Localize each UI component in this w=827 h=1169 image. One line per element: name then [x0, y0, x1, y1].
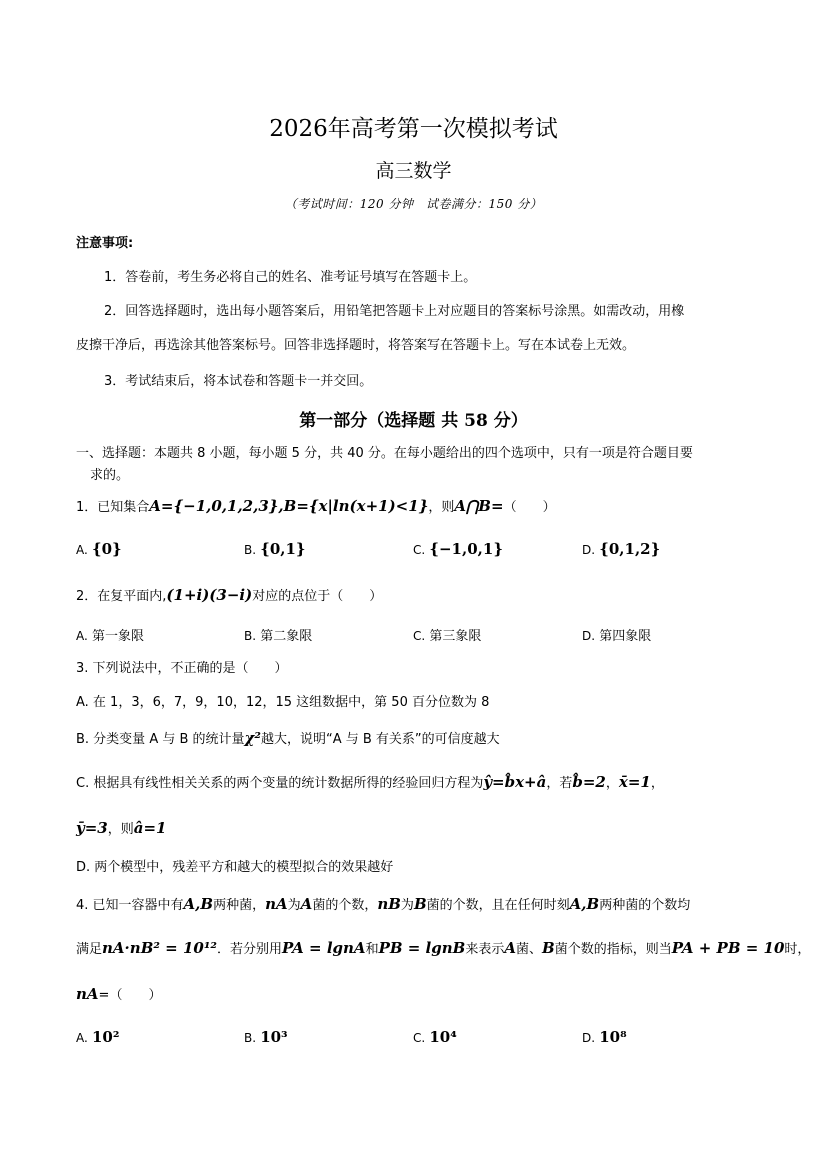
- q4-option-c[interactable]: C. 10⁴: [413, 1028, 457, 1046]
- q2-option-c[interactable]: C. 第三象限: [413, 629, 482, 644]
- q3-option-a[interactable]: A. 在 1，3，6，7，9，10，12，15 这组数据中，第 50 百分位数为 8: [76, 695, 490, 710]
- question-2: 2．在复平面内,(1+i)(3−i)对应的点位于（ ）: [76, 586, 383, 604]
- part1-title: 第一部分（选择题 共 58 分）: [299, 411, 528, 431]
- q1-prefix: 1．已知集合: [76, 500, 150, 515]
- exam-meta: （考试时间：120 分钟 试卷满分：150 分）: [284, 197, 543, 211]
- question-1: [76, 496, 556, 515]
- q1-expr2: A⋂B=: [454, 497, 504, 515]
- section-instruction: 一、选择题：本题共 8 小题，每小题 5 分，共 40 分。在每小题给出的四个选项中，只有一项是符合题目要: [76, 446, 693, 461]
- q3-option-b[interactable]: B. 分类变量 A 与 B 的统计量χ²越大，说明“A 与 B 有关系”的可信度越大: [76, 729, 500, 747]
- q1-option-c[interactable]: C. {−1,0,1}: [413, 540, 503, 558]
- q4-option-b[interactable]: B. 10³: [244, 1028, 288, 1046]
- q2-option-d[interactable]: D. 第四象限: [582, 629, 652, 644]
- q4-option-d[interactable]: D. 10⁸: [582, 1028, 627, 1046]
- q1-option-a[interactable]: A. {0}: [76, 540, 122, 558]
- q1-option-b[interactable]: B. {0,1}: [244, 540, 306, 558]
- exam-title: 2026年高考第一次模拟考试: [269, 116, 558, 142]
- question-4: 4. 已知一容器中有A,B两种菌，nA为A菌的个数，nB为B菌的个数，且在任何时刻A,B两种菌的个数均: [76, 895, 691, 913]
- question-4-line3: nA=（ ）: [76, 985, 162, 1003]
- question-4-line2: 满足nA·nB² = 10¹²．若分别用PA = lgnA和PB = lgnB来表示A菌、B菌个数的指标，则当PA + PB = 10时，: [76, 939, 811, 957]
- notice-item-2-cont: 皮擦干净后，再选涂其他答案标号。回答非选择题时，将答案写在答题卡上。写在本试卷上无效。: [76, 338, 636, 353]
- notice-item-3: 3．考试结束后，将本试卷和答题卡一并交回。: [104, 374, 373, 389]
- exam-subject: 高三数学: [375, 160, 452, 182]
- q3-option-c-cont: ȳ=3，则â=1: [76, 819, 167, 837]
- q1-option-d[interactable]: D. {0,1,2}: [582, 540, 661, 558]
- q3-option-d[interactable]: D. 两个模型中，残差平方和越大的模型拟合的效果越好: [76, 860, 394, 875]
- q1-tail: （ ）: [503, 500, 556, 515]
- q2-expr: (1+i)(3−i): [166, 586, 253, 604]
- q4-option-a[interactable]: A. 10²: [76, 1028, 120, 1046]
- notice-item-1: 1．答卷前，考生务必将自己的姓名、准考证号填写在答题卡上。: [104, 270, 477, 285]
- q2-option-a[interactable]: A. 第一象限: [76, 629, 144, 644]
- notice-item-2: 2．回答选择题时，选出每小题答案后，用铅笔把答题卡上对应题目的答案标号涂黑。如需改动，用橡: [104, 304, 685, 319]
- q1-suffix: ，则: [428, 500, 455, 515]
- notice-heading: 注意事项:: [76, 236, 134, 251]
- q3-option-c[interactable]: C. 根据具有线性相关关系的两个变量的统计数据所得的经验回归方程为ŷ=b̂x+â，若b̂=2，x̄=1，: [76, 773, 664, 791]
- q2-option-b[interactable]: B. 第二象限: [244, 629, 313, 644]
- section-instruction-cont: 求的。: [90, 468, 130, 483]
- q1-expr: A={−1,0,1,2,3},B={x|ln(x+1)<1}: [149, 497, 429, 515]
- question-3: 3. 下列说法中，不正确的是（ ）: [76, 661, 288, 676]
